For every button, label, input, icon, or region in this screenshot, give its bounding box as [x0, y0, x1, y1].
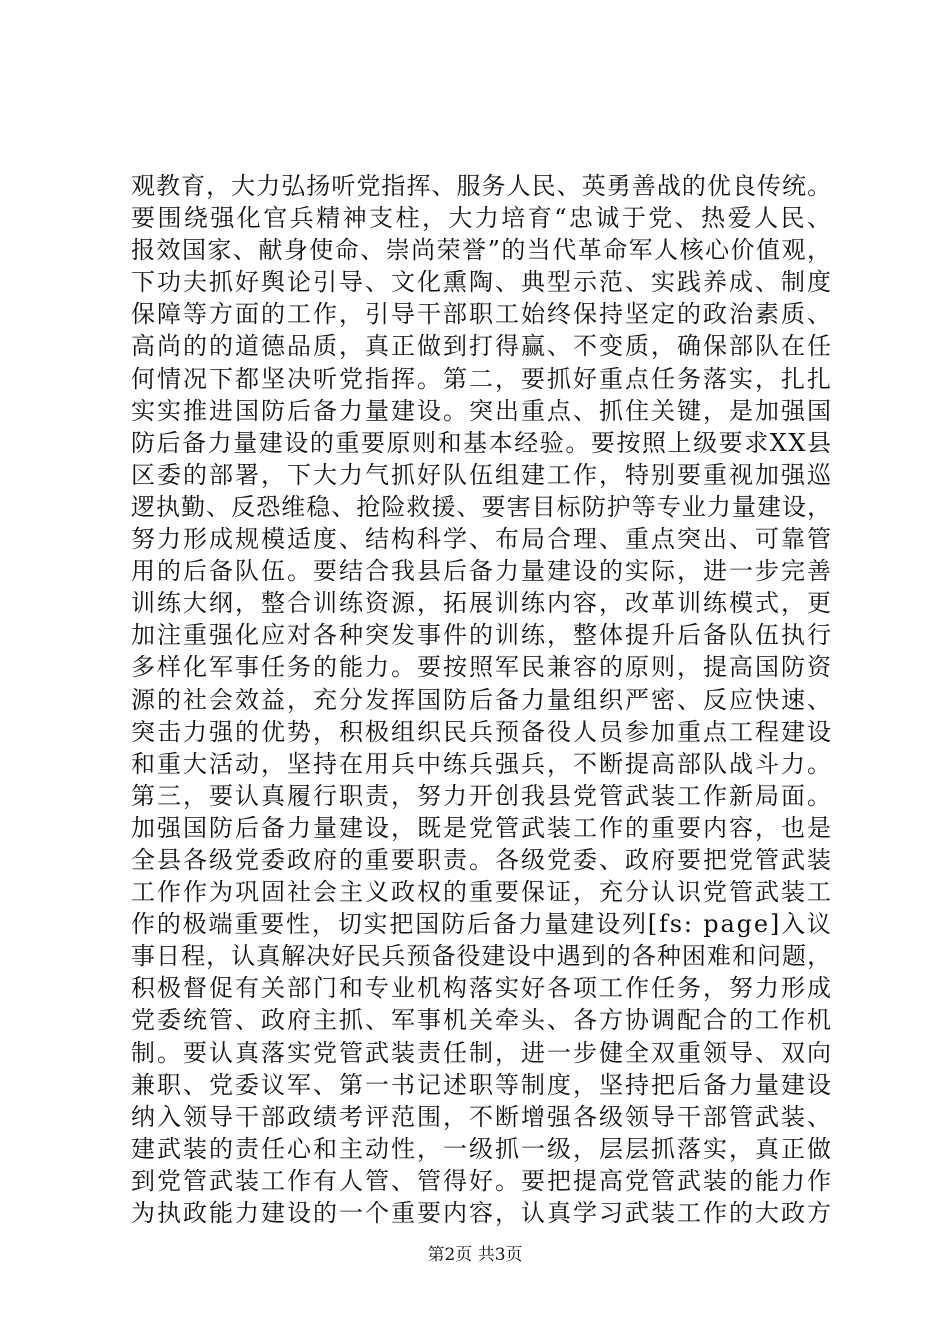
text-line: 观教育，大力弘扬听党指挥、服务人民、英勇善战的优良传统。 [131, 172, 833, 200]
text-line: 党委统管、政府主抓、军事机关牵头、各方协调配合的工作机 [131, 1006, 833, 1035]
text-line: 源的社会效益，充分发挥国防后备力量组织严密、反应快速、 [131, 685, 833, 714]
text-line: 兼职、党委议军、第一书记述职等制度，坚持把后备力量建设 [131, 1070, 833, 1099]
page-footer: 第2页 共3页 [427, 1245, 523, 1265]
text-line: 积极督促有关部门和专业机构落实好各项工作任务，努力形成 [131, 974, 833, 1003]
text-line: 高尚的的道德品质，真正做到打得赢、不变质，确保部队在任 [131, 332, 833, 361]
text-line: 和重大活动，坚持在用兵中练兵强兵，不断提高部队战斗力。 [131, 749, 833, 778]
text-line: 逻执勤、反恐维稳、抢险救援、要害目标防护等专业力量建设， [131, 492, 833, 521]
text-line: 训练大纲，整合训练资源，拓展训练内容，改革训练模式，更 [131, 589, 833, 618]
text-line: 到党管武装工作有人管、管得好。要把提高党管武装的能力作 [131, 1166, 833, 1195]
text-line: 区委的部署，下大力气抓好队伍组建工作，特别要重视加强巡 [131, 460, 833, 489]
text-line: 加注重强化应对各种突发事件的训练，整体提升后备队伍执行 [131, 621, 833, 650]
text-line: 保障等方面的工作，引导干部职工始终保持坚定的政治素质、 [131, 300, 833, 329]
text-line: 防后备力量建设的重要原则和基本经验。要按照上级要求XX县 [131, 428, 833, 457]
text-line: 多样化军事任务的能力。要按照军民兼容的原则，提高国防资 [131, 653, 833, 682]
text-line: 加强国防后备力量建设，既是党管武装工作的重要内容，也是 [131, 813, 833, 842]
text-line: 努力形成规模适度、结构科学、布局合理、重点突出、可靠管 [131, 525, 833, 554]
text-line: 制。要认真落实党管武装责任制，进一步健全双重领导、双向 [131, 1038, 833, 1067]
text-line: 全县各级党委政府的重要职责。各级党委、政府要把党管武装 [131, 845, 833, 874]
text-line: 工作作为巩固社会主义政权的重要保证，充分认识党管武装工 [131, 878, 833, 907]
body-text [131, 170, 834, 1229]
text-line: 下功夫抓好舆论引导、文化熏陶、典型示范、实践养成、制度 [131, 268, 833, 297]
text-line: 实实推进国防后备力量建设。突出重点、抓住关键，是加强国 [131, 396, 833, 425]
text-line: 要围绕强化官兵精神支柱，大力培育“忠诚于党、热爱人民、 [131, 204, 834, 233]
text-line: 何情况下都坚决听党指挥。第二，要抓好重点任务落实，扎扎 [131, 364, 833, 393]
text-line: 为执政能力建设的一个重要内容，认真学习武装工作的大政方 [131, 1199, 833, 1227]
text-line: 用的后备队伍。要结合我县后备力量建设的实际，进一步完善 [131, 557, 833, 586]
text-line: 建武装的责任心和主动性，一级抓一级，层层抓落实，真正做 [131, 1134, 833, 1163]
text-line: 报效国家、献身使命、崇尚荣誉”的当代革命军人核心价值观， [131, 236, 833, 265]
text-line: 纳入领导干部政绩考评范围，不断增强各级领导干部管武装、 [131, 1102, 833, 1131]
text-line: 突击力强的优势，积极组织民兵预备役人员参加重点工程建设 [131, 717, 833, 746]
text-line: 事日程，认真解决好民兵预备役建设中遇到的各种困难和问题， [131, 942, 833, 971]
text-line: 第三，要认真履行职责，努力开创我县党管武装工作新局面。 [131, 781, 833, 810]
text-line: 作的极端重要性，切实把国防后备力量建设列[fs: page]入议 [131, 910, 833, 939]
